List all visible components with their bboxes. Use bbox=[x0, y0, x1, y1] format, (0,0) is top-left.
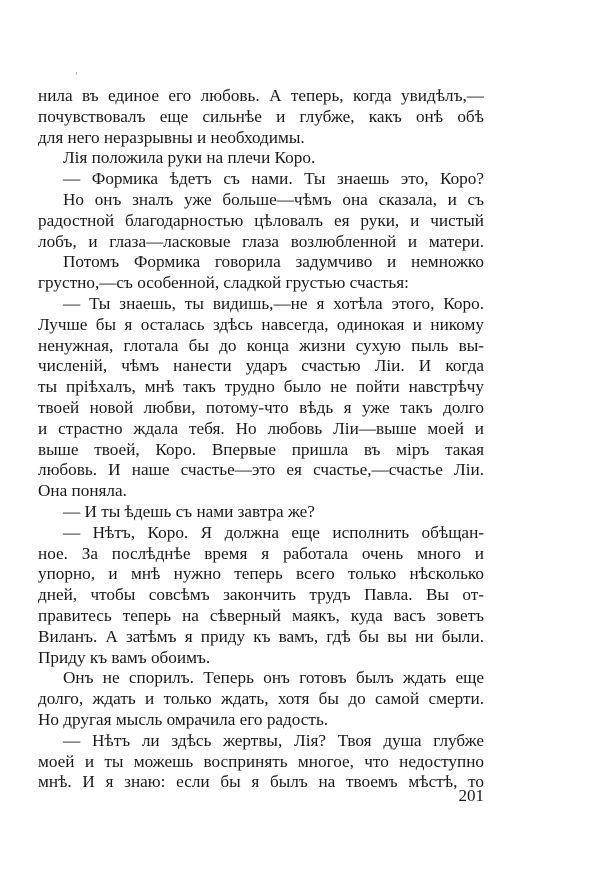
text-line: ное. За послѣднѣе время я работала очень много и bbox=[38, 543, 484, 563]
text-line: Приду къ вамъ обоимъ. bbox=[38, 647, 211, 667]
text-line: грустно,—съ особенной, сладкой грустью счастья: bbox=[38, 273, 409, 293]
text-line: Лучше бы я осталась здѣсь навсегда, одинокая и никому bbox=[38, 314, 484, 334]
text-line: правитесь теперь на сѣверный маякъ, куда васъ зоветъ bbox=[38, 605, 484, 625]
text-line: — Формика ѣдетъ съ нами. Ты знаешь это, Коро? bbox=[63, 169, 484, 189]
text-line: нила въ единое его любовь. А теперь, когда увидѣлъ,— bbox=[38, 86, 484, 105]
page-number: 201 bbox=[458, 786, 484, 805]
text-line: Потомъ Формика говорила задумчиво и немножко bbox=[63, 252, 484, 272]
text-line: — Нѣтъ ли здѣсь жертвы, Лія? Твоя душа глубже bbox=[63, 730, 484, 750]
text-line: Но другая мысль омрачила его радость. bbox=[38, 709, 329, 729]
text-line: дней, чтобы совсѣмъ закончить трудъ Павла. Вы от- bbox=[38, 585, 484, 605]
page-body-text bbox=[38, 86, 484, 793]
text-line: любовь. И наше счастье—это ея счастье,—счастье Ліи. bbox=[38, 460, 484, 480]
text-line: — Нѣтъ, Коро. Я должна еще исполнить обѣщан- bbox=[63, 522, 484, 542]
text-line: ты пріѣхалъ, мнѣ такъ трудно было не пойти навстрѣчу bbox=[38, 377, 484, 397]
text-line: выше твоей, Коро. Впервые пришла въ міръ такая bbox=[38, 439, 484, 459]
text-line: долго, ждать и только ждать, хотя бы до самой смерти. bbox=[38, 689, 484, 709]
text-line: Она поняла. bbox=[38, 481, 127, 501]
text-line: Онъ не спорилъ. Теперь онъ готовъ былъ ждать еще bbox=[63, 668, 484, 688]
text-line: — И ты ѣдешь съ нами завтра же? bbox=[63, 501, 315, 521]
text-line: — Ты знаешь, ты видишь,—не я хотѣла этого, Коро. bbox=[63, 293, 484, 313]
text-line: моей и ты можешь воспринять многое, что недоступно bbox=[38, 751, 484, 771]
text-line: Виланъ. А затѣмъ я приду къ вамъ, гдѣ бы вы ни были. bbox=[38, 626, 484, 646]
text-line: радостной благодарностью цѣловалъ ея руки, и чистый bbox=[38, 210, 484, 230]
text-line: почувствовалъ еще сильнѣе и глубже, какъ онѣ обѣ bbox=[38, 106, 484, 126]
text-line: Но онъ зналъ уже больше—чѣмъ она сказала, и съ bbox=[63, 189, 484, 209]
text-line: твоей новой любви, потому-что вѣдь я уже такъ долго bbox=[38, 397, 484, 417]
text-line: упорно, и мнѣ нужно теперь всего только нѣсколько bbox=[38, 564, 484, 584]
text-line: лобъ, и глаза—ласковые глаза возлюбленной и матери. bbox=[38, 231, 484, 251]
text-line: ненужная, глотала бы до конца жизни сухую пыль вы- bbox=[38, 335, 484, 355]
text-line: для него неразрывны и необходимы. bbox=[38, 127, 305, 147]
text-line: и страстно ждала тебя. Но любовь Ліи—выше моей и bbox=[38, 418, 484, 438]
text-line: мнѣ. И я знаю: если бы я былъ на твоемъ мѣстѣ, то bbox=[38, 772, 484, 792]
scan-mark bbox=[76, 72, 77, 75]
text-line: Лія положила руки на плечи Коро. bbox=[63, 148, 316, 168]
text-line: численій, чѣмъ нанести ударъ счастью Ліи. И когда bbox=[38, 356, 484, 376]
